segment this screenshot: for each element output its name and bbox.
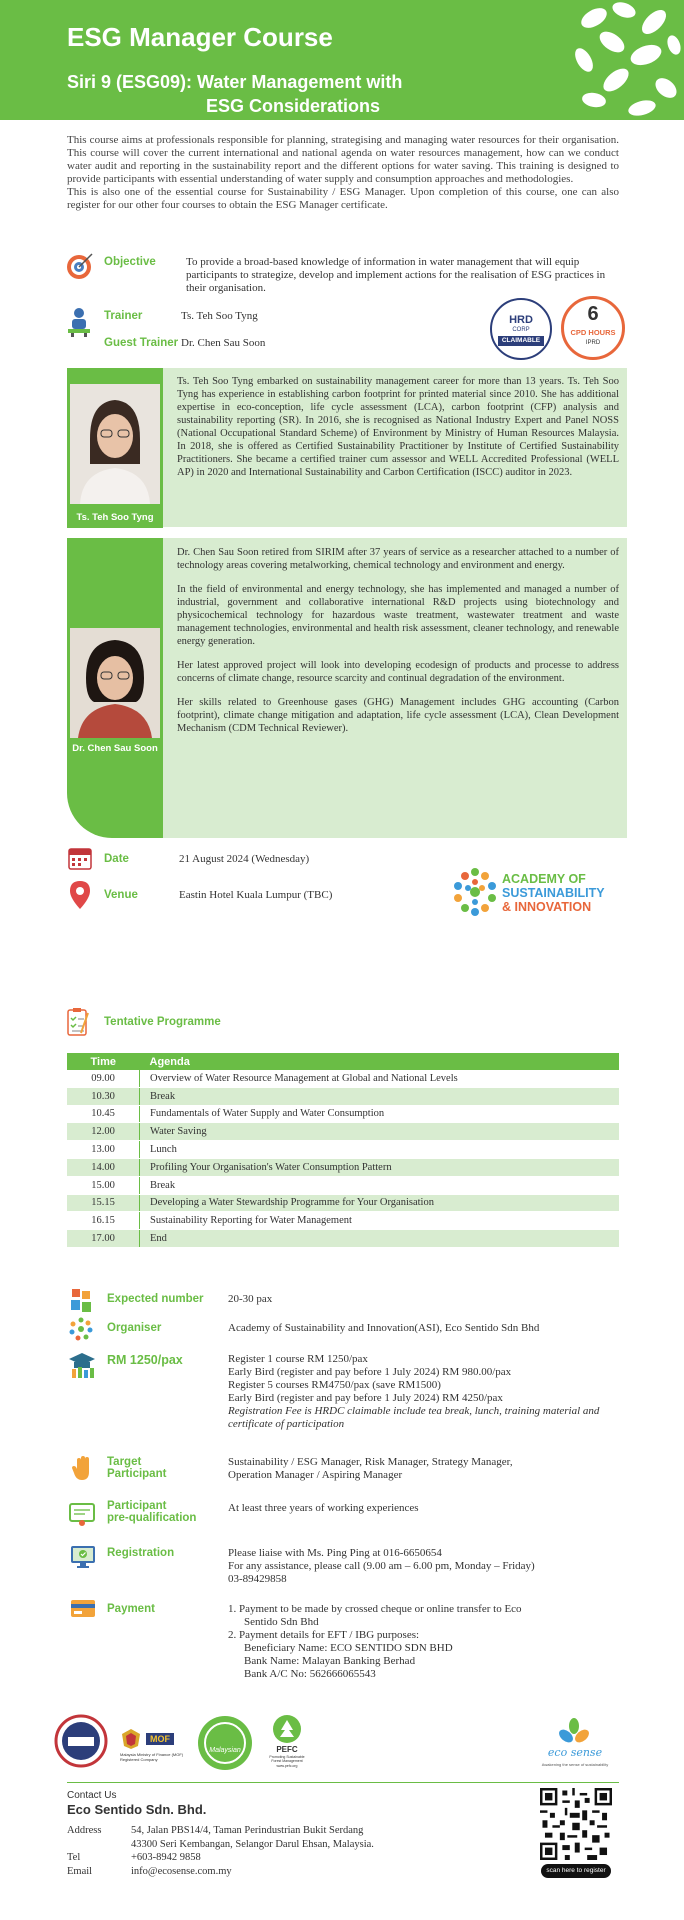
venue-value: Eastin Hotel Kuala Lumpur (TBC) xyxy=(179,889,333,901)
table-row xyxy=(67,1123,619,1141)
scan-to-register-button[interactable]: scan here to register xyxy=(541,1864,611,1878)
registration-monitor-icon xyxy=(70,1544,96,1570)
row-agenda: Developing a Water Stewardship Programme for Your Organisation xyxy=(140,1194,620,1212)
coat-of-arms-icon xyxy=(120,1728,142,1750)
contact-labels: Address Tel Email xyxy=(67,1825,102,1877)
graduation-cap-icon xyxy=(68,1351,96,1379)
objective-label: Objective xyxy=(104,256,156,268)
row-time: 14.00 xyxy=(67,1158,140,1176)
table-row xyxy=(67,1158,619,1176)
trainer-caption-chen: Dr. Chen Sau Soon xyxy=(72,743,158,754)
fee-line: Early Bird (register and pay before 1 July 2024) RM 4250/pax xyxy=(228,1392,503,1404)
course-subtitle: Siri 9 (ESG09): Water Management with xyxy=(67,72,403,92)
target-participant-value: Sustainability / ESG Manager, Risk Manager, Strategy Manager, Operation Manager / Aspiring Manager xyxy=(228,1456,513,1481)
trainer-label: Trainer xyxy=(104,310,143,322)
address-line: 43300 Seri Kembangan, Selangor Darul Ehsan, Malaysia. xyxy=(131,1838,374,1850)
row-agenda: Profiling Your Organisation's Water Consumption Pattern xyxy=(140,1158,620,1176)
hrd-claimable-badge: HRD CORP CLAIMABLE xyxy=(490,298,552,360)
calendar-icon xyxy=(68,846,92,870)
venue-label: Venue xyxy=(104,889,138,901)
fee-details xyxy=(228,1353,623,1431)
trainer-icon xyxy=(66,307,92,337)
row-agenda: Break xyxy=(140,1087,620,1105)
payment-label: Payment xyxy=(107,1603,155,1615)
organiser-label: Organiser xyxy=(107,1322,162,1334)
course-subtitle-2: ESG Considerations xyxy=(206,96,381,116)
date-value: 21 August 2024 (Wednesday) xyxy=(179,853,310,865)
row-time: 12.00 xyxy=(67,1123,140,1141)
row-agenda: Fundamentals of Water Supply and Water Consumption xyxy=(140,1105,620,1123)
header-banner xyxy=(0,0,684,120)
pefc-logo: PEFC Promoting Sustainable Forest Management www.pefc.org xyxy=(264,1714,310,1772)
programme-table xyxy=(67,1053,619,1248)
contact-section xyxy=(67,1790,206,1817)
row-agenda: End xyxy=(140,1230,620,1248)
academy-dots-icon xyxy=(452,866,498,918)
trainer-card-chen xyxy=(67,538,163,838)
course-intro xyxy=(67,134,619,212)
trainer-photo-teh xyxy=(70,384,160,504)
date-label: Date xyxy=(104,853,129,865)
fee-line: Register 5 courses RM4750/pax (save RM1500) xyxy=(228,1379,441,1391)
qr-code-icon[interactable] xyxy=(540,1788,612,1860)
payment-details: 1. Payment to be made by crossed cheque or online transfer to Eco Sentido Sdn Bhd 2. Payment details for EFT / IBG purposes: Beneficiary Name: ECO SENTIDO SDN BHD Bank Name: Malayan Banking Berhad Bank A/C No: 562666065543 xyxy=(228,1603,522,1680)
table-row xyxy=(67,1176,619,1194)
contact-heading: Contact Us xyxy=(67,1790,117,1801)
table-row xyxy=(67,1230,619,1248)
guest-trainer-label: Guest Trainer xyxy=(104,337,179,349)
table-header xyxy=(67,1053,619,1070)
trainer-caption-teh: Ts. Teh Soo Tyng xyxy=(76,512,154,523)
location-pin-icon xyxy=(69,880,91,910)
trainer-name: Ts. Teh Soo Tyng xyxy=(181,310,258,322)
bio-text: Her latest approved project will look into developing ecodesign of products and processe to address concerns of climate change, resource scarcity and continual degradation of the environment. xyxy=(177,660,619,684)
objective-text: To provide a broad-based knowledge of information in water management that will equip participants to strategize, develop and implement actions for the realisation of ESG practices in their organisation. xyxy=(186,256,606,294)
intro-paragraph: This course aims at professionals responsible for planning, strategising and managing water resources for their organisation. This course will cover the current international and national agenda on water resources management, how can we conduct water audit and reporting in the sustainability report and the different options for water saving. This training is designed to provide participants with essential understanding of water supply and consumption approaches and methodologies. xyxy=(67,134,619,185)
certificate-icon xyxy=(69,1501,95,1527)
row-time: 16.15 xyxy=(67,1212,140,1230)
mof-registered-logo: MOF Malaysia Ministry of Finance (MOF) Registered Company xyxy=(120,1728,184,1768)
row-time: 13.00 xyxy=(67,1141,140,1159)
footer-divider xyxy=(67,1782,619,1783)
trainer-bio-teh xyxy=(163,368,627,527)
table-row xyxy=(67,1212,619,1230)
trainer-bio-chen xyxy=(163,538,627,838)
fee-label: RM 1250/pax xyxy=(107,1353,183,1367)
bio-text: Ts. Teh Soo Tyng embarked on sustainability management career for more than 13 years. Ts. Teh Soo Tyng has experience in establishing carbon footprint for printed material since 2010. She has additional expertise in eco-conception, life cycle assessment (LCA), carbon footprint (CFP) analysis and sustainability reporting (SR). In 2016, she is recognised as National Industry Expert and Panel NOSS (National Occupational Standard Scheme) of Environment by Ministry of Human Resources Malaysia. In 2018, she is offered as Certified Sustainability Practitioner by Institute of Certified Sustainability Practitioners. She became a certified trainer cum assessor and WELL Accredited Professional (WELL AP) in 2020 and International Sustainability and Carbon Certification (ISCC) auditor in 2023. xyxy=(177,376,619,478)
raised-hand-icon xyxy=(71,1456,95,1482)
row-time: 15.15 xyxy=(67,1194,140,1212)
row-time: 17.00 xyxy=(67,1230,140,1248)
trainer-card-teh xyxy=(67,368,163,528)
time-column-header: Time xyxy=(67,1053,140,1070)
expected-number-value: 20-30 pax xyxy=(228,1293,273,1305)
guest-trainer-name: Dr. Chen Sau Soon xyxy=(181,337,266,349)
table-row xyxy=(67,1141,619,1159)
credit-card-icon xyxy=(70,1598,96,1620)
prequalification-value: At least three years of working experiences xyxy=(228,1502,419,1514)
ecosense-logo: eco sense Awakening the sense of sustainability xyxy=(535,1716,615,1772)
fee-line: Register 1 course RM 1250/pax xyxy=(228,1353,368,1365)
academy-logo: ACADEMY OF SUSTAINABILITY & INNOVATION xyxy=(452,866,622,920)
trainer-photo-chen xyxy=(70,628,160,738)
email-link[interactable]: info@ecosense.com.my xyxy=(131,1865,232,1877)
table-row xyxy=(67,1070,619,1087)
leaf-decoration-icon xyxy=(554,0,684,120)
people-group-icon xyxy=(69,1287,93,1313)
registration-label: Registration xyxy=(107,1547,175,1559)
cpd-hours-badge: 6 CPD HOURS IPRD xyxy=(561,296,625,360)
row-agenda: Break xyxy=(140,1176,620,1194)
fee-line: Early Bird (register and pay before 1 July 2024) RM 980.00/pax xyxy=(228,1366,512,1378)
prequalification-label: Participant pre-qualification xyxy=(107,1500,197,1524)
bio-text: In the field of environmental and energy technology, she has implemented and managed a number of industrial, government and collaborative international R&D projects using biotechnology and physicochemical technology for hazardous waste treatment, wastewater treatment and waste management technologies, environmental and health risk assessment, cleaner technology, and renewable energy generation. xyxy=(177,584,619,647)
row-time: 09.00 xyxy=(67,1070,140,1087)
target-participant-label: Target Participant xyxy=(107,1456,167,1480)
table-row xyxy=(67,1087,619,1105)
row-agenda: Water Saving xyxy=(140,1123,620,1141)
checklist-icon xyxy=(66,1007,92,1037)
ecosense-leaf-icon xyxy=(557,1716,591,1750)
row-time: 15.00 xyxy=(67,1176,140,1194)
expected-number-label: Expected number xyxy=(107,1293,204,1305)
organiser-value: Academy of Sustainability and Innovation(ASI), Eco Sentido Sdn Bhd xyxy=(228,1322,540,1334)
green-circle-logo: Malaysian xyxy=(198,1716,252,1770)
table-row xyxy=(67,1194,619,1212)
course-title: ESG Manager Course xyxy=(67,22,333,52)
agenda-column-header: Agenda xyxy=(140,1053,620,1070)
bio-text: Dr. Chen Sau Soon retired from SIRIM after 37 years of service as a researcher attached to a number of technology areas covering metalworking, chemical technology and environment and energy. xyxy=(177,547,619,571)
target-icon xyxy=(66,252,94,280)
fee-note: Registration Fee is HRDC claimable include tea break, lunch, training material and certificate of participation xyxy=(228,1405,600,1430)
bio-text: Her skills related to Greenhouse gases (GHG) Management includes GHG accounting (Carbon footprint), climate change mitigation and adaptation, life cycle assessment (LCA), Clean Development Mechanism (CDM Technical Reviewer). xyxy=(177,697,619,734)
intro-paragraph: This is also one of the essential course for Sustainability / ESG Manager. Upon completion of this course, one can also register for our other four courses to obtain the ESG Manager certificate. xyxy=(67,186,619,211)
tel-value: +603-8942 9858 xyxy=(131,1852,201,1863)
row-time: 10.30 xyxy=(67,1087,140,1105)
row-agenda: Lunch xyxy=(140,1141,620,1159)
programme-title: Tentative Programme xyxy=(104,1016,221,1028)
row-agenda: Overview of Water Resource Management at Global and National Levels xyxy=(140,1070,620,1087)
company-name: Eco Sentido Sdn. Bhd. xyxy=(67,1802,207,1817)
pefc-tree-icon xyxy=(272,1714,302,1744)
address-line: 54, Jalan PBS14/4, Taman Perindustrian Bukit Serdang xyxy=(131,1825,364,1836)
row-agenda: Sustainability Reporting for Water Management xyxy=(140,1212,620,1230)
row-time: 10.45 xyxy=(67,1105,140,1123)
contact-values xyxy=(131,1824,374,1878)
hrd-corp-logo xyxy=(54,1714,108,1768)
registration-value: Please liaise with Ms. Ping Ping at 016-6650654 For any assistance, please call (9.00 am – 6.00 pm, Monday – Friday) 03-89429858 xyxy=(228,1547,535,1585)
table-row xyxy=(67,1105,619,1123)
organiser-dots-icon xyxy=(69,1317,93,1341)
